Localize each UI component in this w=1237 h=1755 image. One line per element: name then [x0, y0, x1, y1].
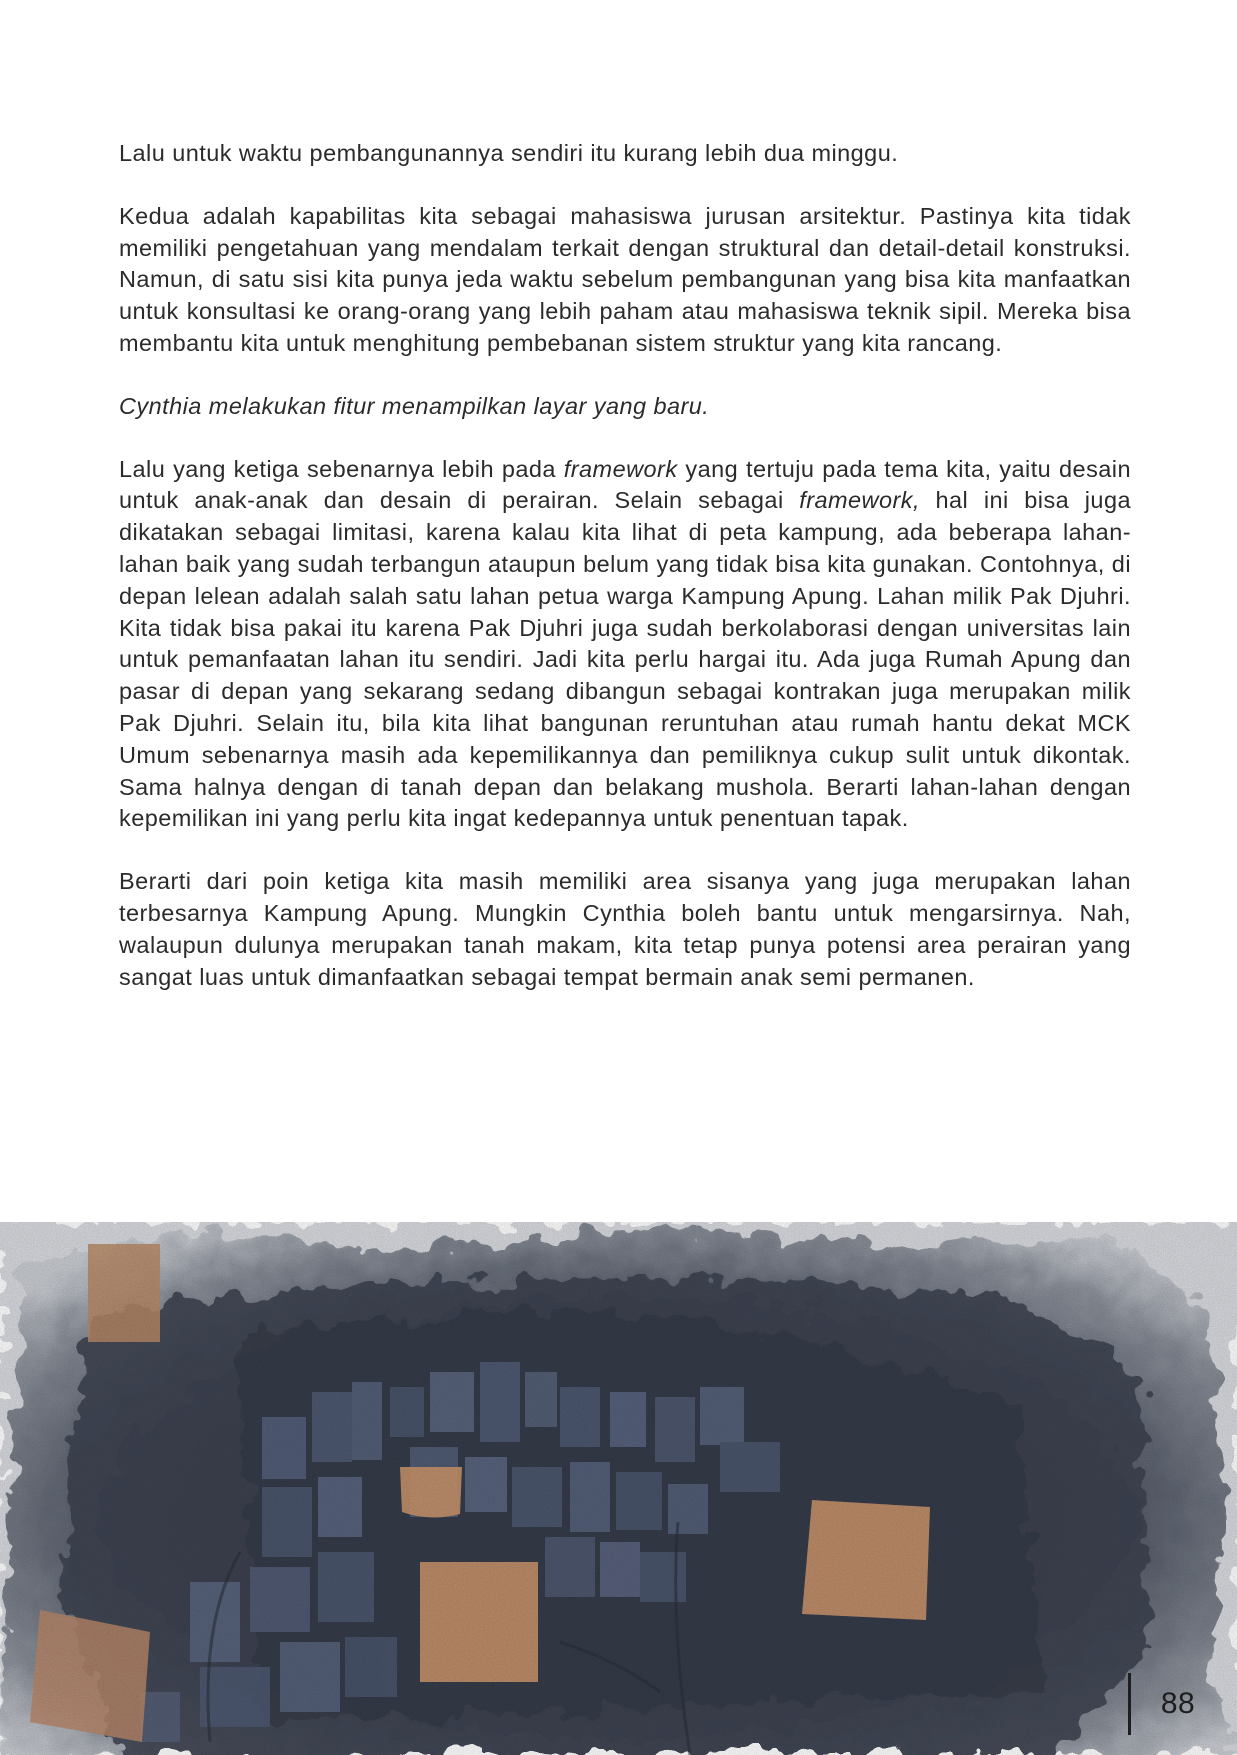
page-number: 88	[1160, 1687, 1196, 1720]
page-number-box	[1128, 1673, 1211, 1735]
paragraph-remaining-area: Berarti dari poin ketiga kita masih memiliki area sisanya yang juga merupakan lahan terbesarnya Kampung Apung. Mungkin Cynthia boleh bantu untuk mengarsirnya. Nah, walaupun dulunya merupakan tanah makam, kita tetap punya potensi area perairan yang sangat luas untuk dimanfaatkan sebagai tempat bermain anak semi permanen.	[119, 868, 1131, 990]
paper-grain	[0, 1222, 1237, 1755]
paragraph-capability: Kedua adalah kapabilitas kita sebagai mahasiswa jurusan arsitektur. Pastinya kita tidak memiliki pengetahuan yang mendalam terkait dengan struktural dan detail-detail konstruksi. Namun, di satu sisi kita punya jeda waktu sebelum pembangunan yang bisa kita manfaatkan untuk konsultasi ke orang-orang yang lebih paham atau mahasiswa teknik sipil. Mereka bisa membantu kita untuk menghitung pembebanan sistem struktur yang kita rancang.	[119, 202, 1131, 356]
paragraph-framework	[119, 454, 1131, 836]
framework-text-c: hal ini bisa juga dikatakan sebagai limitasi, karena kalau kita lihat di peta kampung, ada beberapa lahan-lahan baik yang sudah terbangun ataupun belum yang tidak bisa kita gunakan. Contohnya, di depan lelean adalah salah satu lahan petua warga Kampung Apung. Lahan milik Pak Djuhri. Kita tidak bisa pakai itu karena Pak Djuhri juga sudah berkolaborasi dengan universitas lain untuk pemanfaatan lahan itu sendiri. Jadi kita perlu hargai itu. Ada juga Rumah Apung dan pasar di depan yang sekarang sedang dibangun sebagai kontrakan juga merupakan milik Pak Djuhri. Selain itu, bila kita lihat bangunan reruntuhan atau rumah hantu dekat MCK Umum sebenarnya masih ada kepemilikannya dan pemiliknya cukup sulit untuk dikontak. Sama halnya dengan di tanah depan dan belakang mushola. Berarti lahan-lahan dengan kepemilikan ini yang perlu kita ingat kedepannya untuk penentuan tapak.	[119, 487, 1131, 832]
kampung-map-illustration	[0, 1222, 1237, 1755]
body-text	[119, 138, 1131, 1024]
framework-term-2: framework,	[799, 487, 920, 514]
framework-term-1: framework	[563, 455, 678, 482]
map-svg	[0, 1222, 1237, 1755]
paragraph-screen-note: Cynthia melakukan fitur menampilkan layar yang baru.	[119, 392, 710, 419]
paragraph-construction-time: Lalu untuk waktu pembangunannya sendiri itu kurang lebih dua minggu.	[119, 140, 899, 166]
framework-text-a: Lalu yang ketiga sebenarnya lebih pada	[119, 455, 564, 482]
framework-text-b: yang tertuju pada tema kita, yaitu desain untuk anak-anak dan desain di perairan. Selain sebagai	[119, 455, 1131, 514]
